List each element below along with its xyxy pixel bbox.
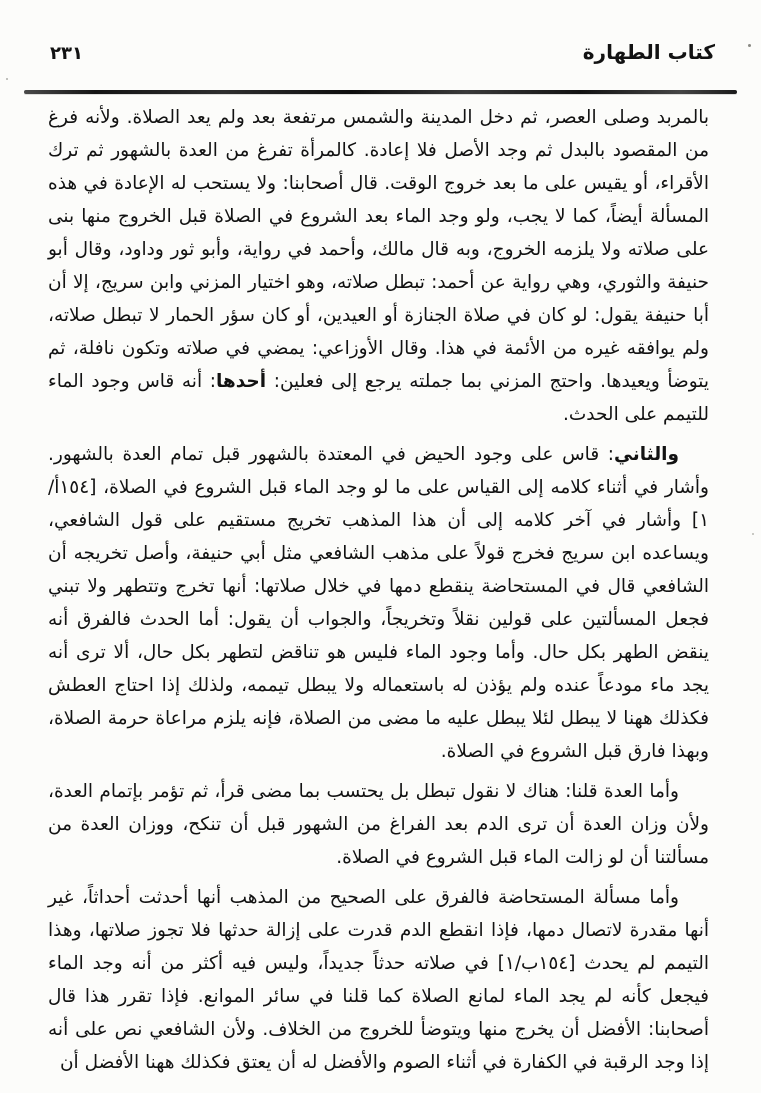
page-number: ٢٣١ <box>50 43 83 64</box>
paragraph-1 <box>48 101 709 431</box>
paragraph-2-text-after: : قاس على وجود الحيض في المعتدة بالشهور قبل تمام العدة بالشهور. وأشار في أثناء كلامه إلى القياس على ما لو وجد الماء قبل الشروع في الصلاة، [١٥٤أ/١] وأشار في آخر كلامه إلى أن هذا المذهب تخريج مستقيم على قول الشافعي، ويساعده ابن سريج فخرج قولاً على مذهب الشافعي مثل أبي حنيفة، وأصل تخريجه أن الشافعي قال في المستحاضة ينقطع دمها في خلال صلاتها: أنها تخرج وتتطهر ولا تبني فجعل المسألتين على قولين نقلاً وتخريجاً، والجواب أن يقول: أما الحدث فالفرق أنه ينقض الطهر بكل حال. وأما وجود الماء فليس هو تناقض لتطهر بكل حال، ألا ترى أنه يجد ماء مودعاً عنده ولم يؤذن له باستعماله ولا يبطل تيممه، ولذلك إذا احتاج العطش فكذلك ههنا لا يبطل لئلا يبطل عليه ما مضى من الصلاة، فإنه يلزم مراعاة حرمة الصلاة، وبهذا فارق قبل الشروع في الصلاة. <box>48 444 709 762</box>
paragraph-1-text: بالمربد وصلى العصر، ثم دخل المدينة والشمس مرتفعة بعد ولم يعد الصلاة. ولأنه فرغ من المقصود بالبدل ثم وجد الأصل فلا إعادة. كالمرأة تفرغ من العدة بالشهور ثم ترك الأقراء، أو يقيس على ما بعد خروج الوقت. قال أصحابنا: ولا يستحب له الإعادة في هذه المسألة أيضاً، كما لا يجب، ولو وجد الماء بعد الشروع في الصلاة قبل الخروج منها بنى على صلاته ولا يلزمه الخروج، وبه قال مالك، وأحمد في رواية، وأبو ثور وداود، وقال أبو حنيفة والثوري، وهي رواية عن أحمد: تبطل صلاته، وهو اختيار المزني وابن سريج، إلا أن أبا حنيفة يقول: لو كان في صلاة الجنازة أو العيدين، أو كان سؤر الحمار لا تبطل صلاته، ولم يوافقه غيره من الأئمة في هذا. وقال الأوزاعي: يمضي في صلاته وتكون نافلة، ثم يتوضأ ويعيدها. واحتج المزني بما جملته يرجع إلى فعلين: <box>48 107 710 392</box>
book-title: كتاب الطهارة <box>582 40 715 64</box>
paragraph-3-text: وأما العدة قلنا: هناك لا نقول تبطل بل يحتسب بما مضى قرأ، ثم تؤمر بإتمام العدة، ولأن وزان العدة أن ترى الدم بعد الفراغ من الشهور قبل أن تنكح، ووزان العدة من مسألتنا أن لو زالت الماء قبل الشروع في الصلاة. <box>48 781 709 868</box>
page-header <box>0 0 761 64</box>
paragraph-4 <box>48 881 709 1079</box>
paragraph-1-bold-term: أحدها <box>215 371 267 392</box>
scan-speck <box>748 44 751 47</box>
paragraph-4-text: وأما مسألة المستحاضة فالفرق على الصحيح من المذهب أنها أحدثت أحداثاً، غير أنها مقدرة لاتصال دمها، فإذا انقطع الدم قدرت على إزالة حدثها فلا تجوز صلاتها، وهذا التيمم لم يحدث [١٥٤ب/١] في صلاته حدثاً جديداً، وليس فيه أكثر من أنه وجد الماء فيجعل كأنه لم يجد الماء لمانع الصلاة كما قلنا في سائر الموانع. فإذا تقرر هذا قال أصحابنا: الأفضل أن يخرج منها ويتوضأ للخروج من الخلاف. ولأن الشافعي نص على أنه إذا وجد الرقبة في الكفارة في أثناء الصوم والأفضل له أن يعتق فكذلك ههنا الأفضل أن <box>48 887 709 1073</box>
paragraph-3 <box>48 775 709 874</box>
paragraph-1-text-after: : أنه قاس وجود الماء للتيمم على الحدث. <box>48 371 709 425</box>
scan-speck <box>752 533 754 535</box>
scan-speck <box>6 78 8 80</box>
paragraph-2-bold-term: والثاني <box>614 444 679 465</box>
paragraph-2 <box>48 438 709 768</box>
page-body <box>0 94 761 1079</box>
